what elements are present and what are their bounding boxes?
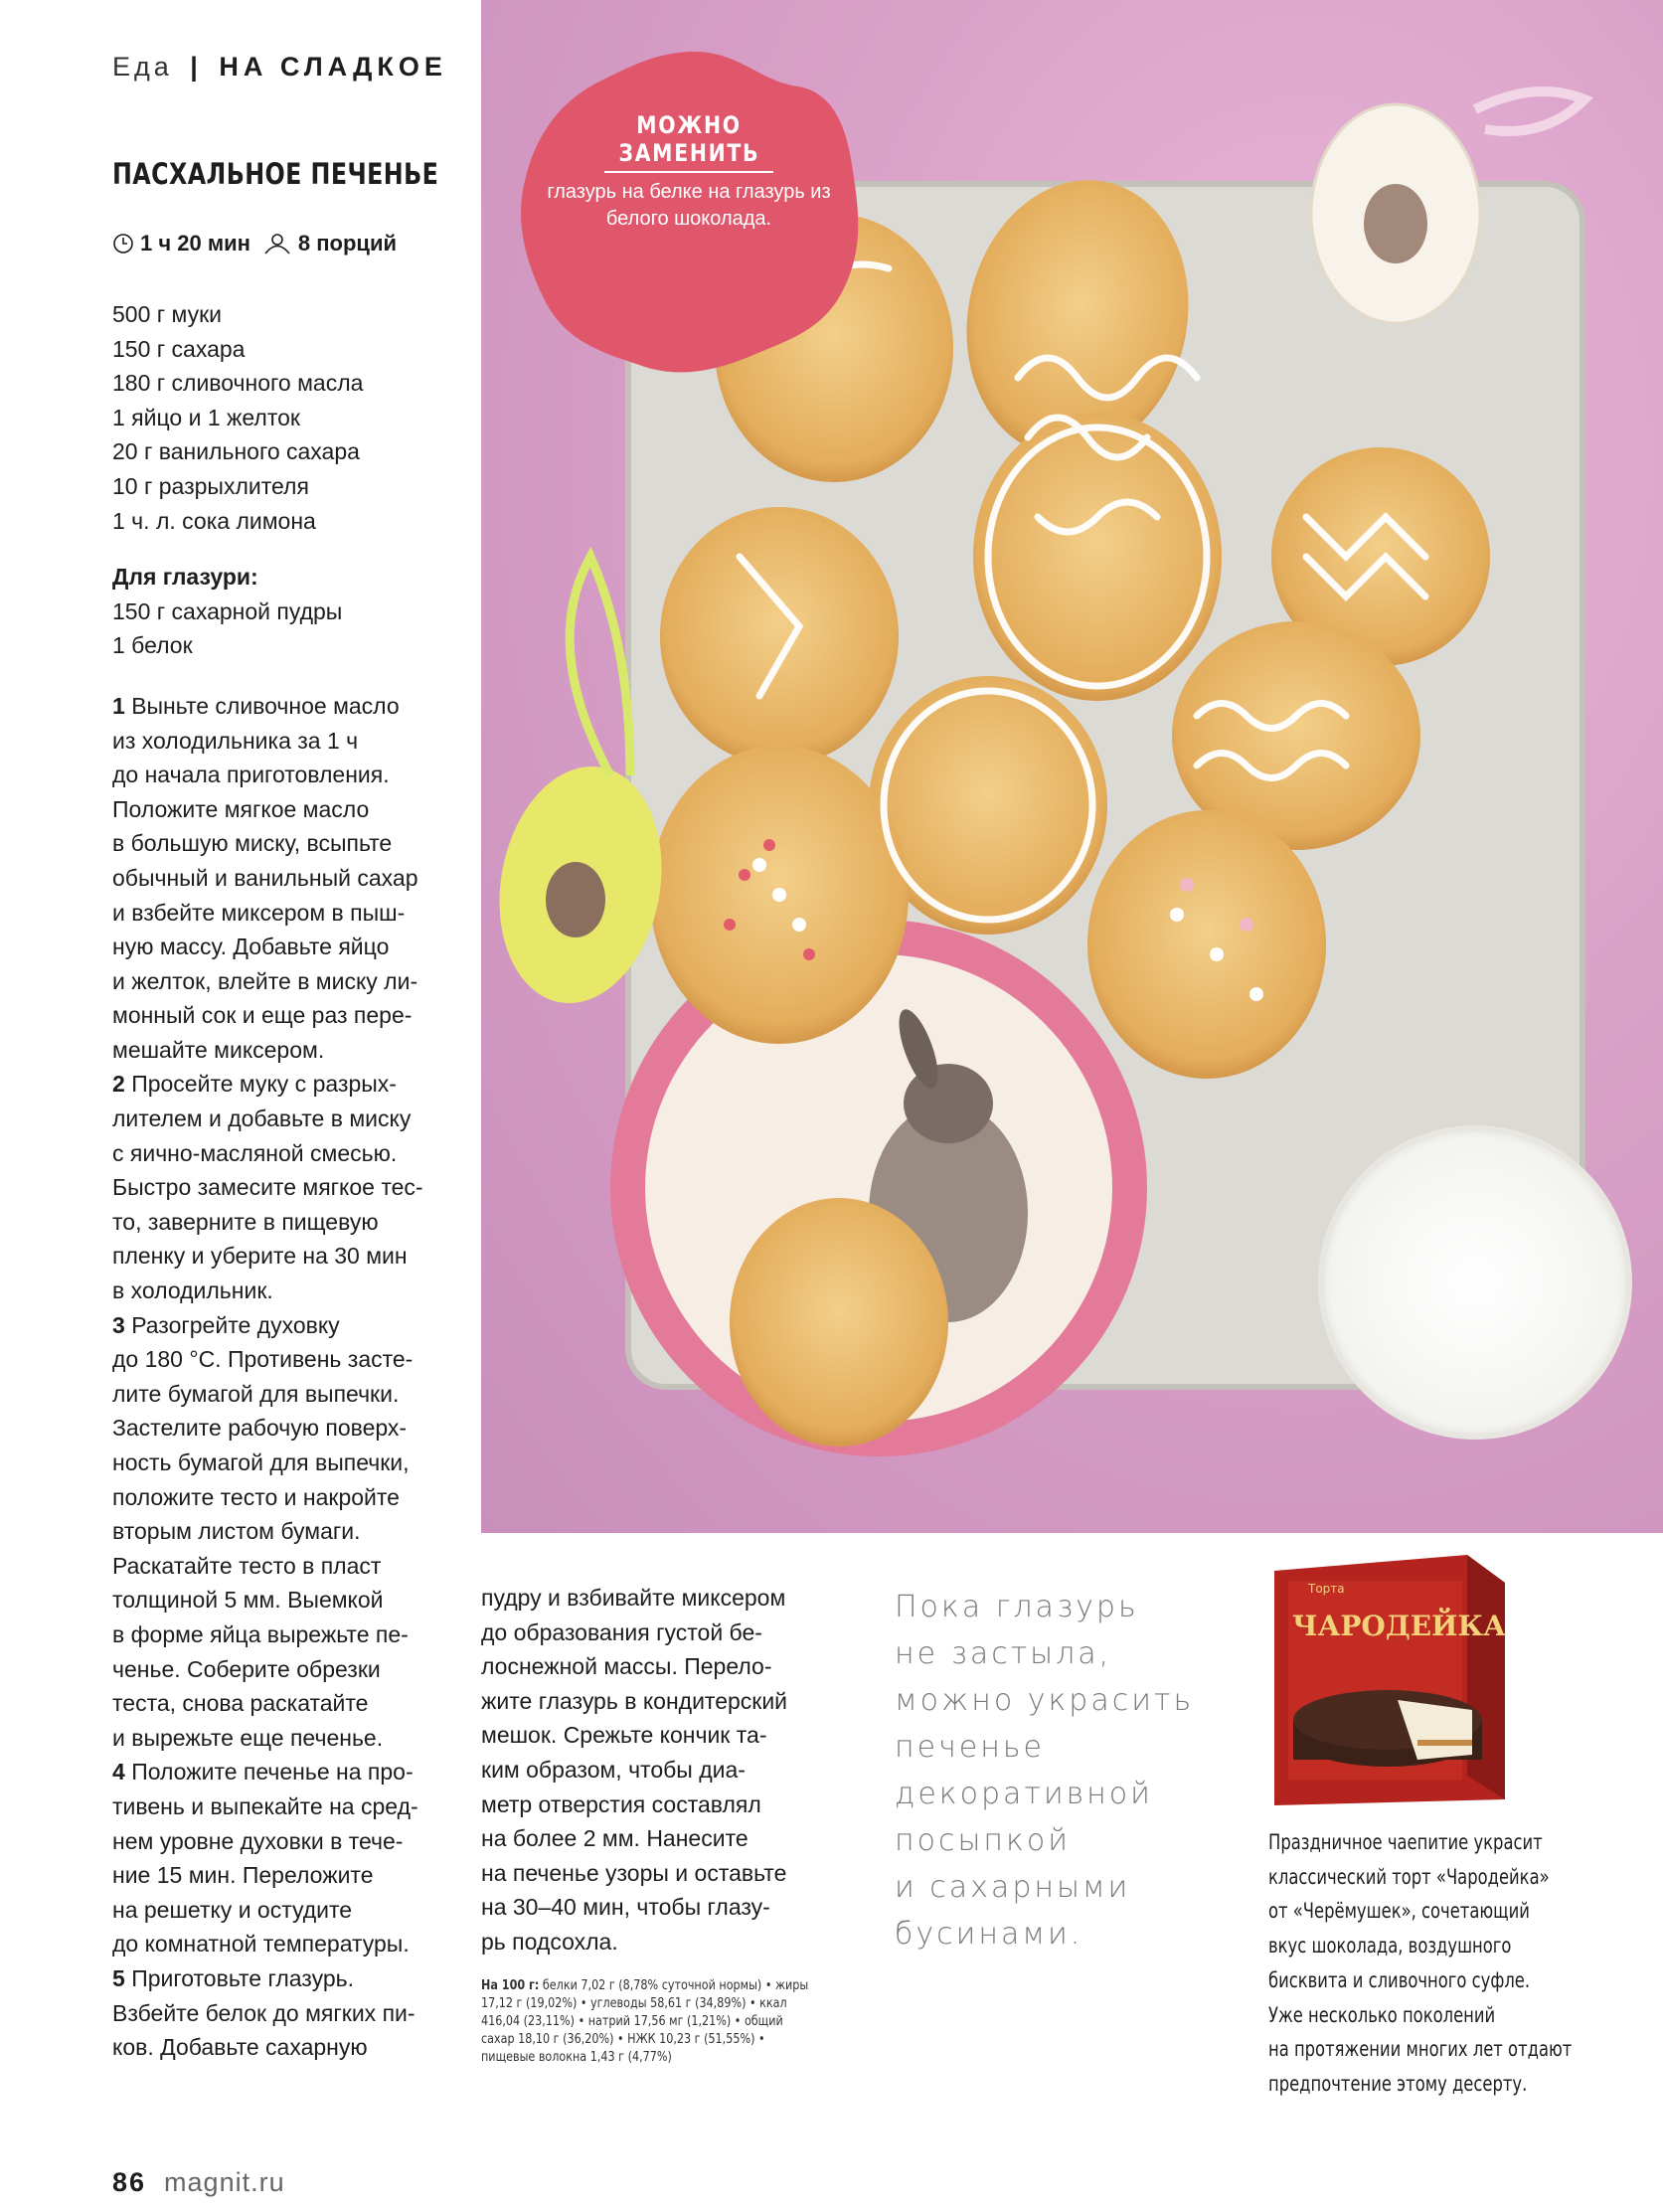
step-text: Взбейте белок до мягких пи- — [112, 1999, 416, 2026]
step-line — [112, 896, 450, 931]
recipe-time: 1 ч 20 мин — [140, 231, 250, 255]
step-line: метр отверстия составлял — [481, 1790, 761, 1817]
quote-line: декоративной — [895, 1777, 1153, 1811]
step-text: и взбейте миксером в пыш- — [112, 899, 406, 926]
step-text: Приготовьте глазурь. — [131, 1964, 354, 1991]
step-line — [112, 1755, 450, 1789]
cake-box-image — [1268, 1551, 1511, 1809]
ingredient-item: 20 г ванильного сахара — [112, 438, 360, 465]
step-line — [112, 1205, 450, 1240]
badge-title-line1: МОЖНО — [636, 111, 742, 139]
step-text: до начала приготовления. — [112, 762, 390, 788]
step-text: лителем и добавьте в миску — [112, 1106, 412, 1132]
caption-line: Праздничное чаепитие украсит — [1268, 1830, 1543, 1854]
step-text: то, заверните в пищевую — [112, 1208, 379, 1235]
step-line — [112, 1583, 450, 1617]
step-text: положите тесто и накройте — [112, 1483, 400, 1510]
glaze-ingredient: 150 г сахарной пудры — [112, 597, 343, 624]
caption-line: вкус шоколада, воздушного — [1268, 1934, 1512, 1958]
step-text: нем уровне духовки в тече- — [112, 1827, 404, 1854]
step-line — [112, 964, 450, 999]
step-number: 1 — [112, 692, 125, 719]
step-text: из холодильника за 1 ч — [112, 727, 359, 754]
glaze-heading: Для глазури: — [112, 564, 258, 591]
page-number: 86 — [112, 2167, 147, 2197]
ingredient-item: 10 г разрыхлителя — [112, 472, 309, 499]
step-text: толщиной 5 мм. Выемкой — [112, 1587, 384, 1614]
step-number: 2 — [112, 1071, 125, 1098]
step-line — [112, 1411, 450, 1446]
step-line — [112, 1514, 450, 1549]
step-text: Раскатайте тесто в пласт — [112, 1552, 382, 1579]
step-line: пудру и взбивайте миксером — [481, 1585, 786, 1611]
ingredients-list — [112, 297, 450, 538]
pull-quote — [895, 1584, 1193, 1957]
recipe-meta — [112, 231, 397, 256]
step-line — [112, 1824, 450, 1859]
step-text: в большую миску, всыпьте — [112, 830, 393, 857]
step-line: рь подсохла. — [481, 1928, 618, 1955]
step-line — [112, 1377, 450, 1412]
nutrition-label: На 100 г: — [481, 1978, 540, 1993]
step-line — [112, 1033, 450, 1068]
step-text: ность бумагой для выпечки, — [112, 1449, 410, 1475]
step-line — [112, 1102, 450, 1136]
quote-line: печенье — [895, 1730, 1046, 1765]
step-line — [112, 724, 450, 759]
header-section: НА СЛАДКОЕ — [219, 52, 447, 82]
product-caption — [1268, 1825, 1573, 2102]
step-line: на более 2 мм. Нанесите — [481, 1825, 748, 1852]
step-line — [112, 1927, 450, 1961]
step-line — [112, 861, 450, 896]
step-line — [112, 1686, 450, 1721]
step-line — [112, 1067, 450, 1102]
step-line — [112, 930, 450, 964]
caption-line: бисквита и сливочного суфле. — [1268, 1967, 1531, 1992]
step-text: Выньте сливочное масло — [131, 692, 400, 719]
step-text: Застелите рабочую поверх- — [112, 1415, 408, 1442]
quote-line: бусинами. — [895, 1917, 1083, 1952]
quote-line: можно украсить — [895, 1683, 1195, 1718]
quote-line: посыпкой — [895, 1823, 1071, 1858]
glaze-ingredient: 1 белок — [112, 632, 193, 659]
site-link[interactable]: magnit.ru — [164, 2167, 285, 2197]
step-text: с яично-масляной смесью. — [112, 1139, 398, 1166]
step-text: ков. Добавьте сахарную — [112, 2034, 368, 2061]
caption-line: Уже несколько поколений — [1268, 2002, 1496, 2027]
step-line — [112, 1549, 450, 1584]
step-text: обычный и ванильный сахар — [112, 864, 418, 891]
recipe-servings: 8 порций — [297, 231, 397, 255]
step-line — [112, 1617, 450, 1652]
step-line — [112, 689, 450, 724]
step-line — [112, 1721, 450, 1756]
nutrition-text: белки 7,02 г (8,78% суточной нормы) • жиры 17,12 г (19,02%) • углеводы 58,61 г (34,89%) • ккал 416,04 (23,11%) • натрий 17,56 мг (1,21%) • общий сахар 18,10 г (36,20%) • НЖК 10,23 г (51,55%) • пищевые волокна 1,43 г (4,77%) — [481, 1978, 809, 2065]
recipe-title: ПАСХАЛЬНОЕ ПЕЧЕНЬЕ — [112, 157, 439, 191]
step-text: Разогрейте духовку — [131, 1311, 340, 1338]
step-line — [112, 1996, 450, 2031]
step-text: тивень и выпекайте на сред- — [112, 1792, 418, 1819]
step-line: лоснежной массы. Перело- — [481, 1653, 772, 1680]
badge-title-line2: ЗАМЕНИТЬ — [618, 139, 759, 167]
badge-body: глазурь на белке на глазурь из белого шоколада. — [547, 181, 831, 230]
step-line — [112, 826, 450, 861]
step-text: до 180 °C. Противень засте- — [112, 1346, 414, 1373]
quote-line: и сахарными — [895, 1870, 1131, 1905]
step-text: пленку и уберите на 30 мин — [112, 1243, 408, 1270]
header-category: Еда — [112, 52, 173, 82]
steps-continuation — [481, 1581, 819, 1959]
step-text: и вырежьте еще печенье. — [112, 1724, 384, 1751]
step-text: монный сок и еще раз пере- — [112, 1002, 413, 1029]
ingredient-item: 500 г муки — [112, 301, 223, 327]
box-name: ЧАРОДЕЙКА — [1292, 1610, 1506, 1642]
step-number: 4 — [112, 1759, 125, 1786]
step-line — [112, 758, 450, 792]
step-line — [112, 1893, 450, 1928]
step-text: Положите мягкое масло — [112, 795, 370, 822]
step-number: 3 — [112, 1311, 125, 1338]
step-number: 5 — [112, 1964, 125, 1991]
step-text: лите бумагой для выпечки. — [112, 1380, 400, 1407]
step-text: Просейте муку с разрых- — [131, 1071, 397, 1098]
caption-line: от «Черёмушек», сочетающий — [1268, 1899, 1530, 1924]
step-line: мешок. Срежьте кончик та- — [481, 1722, 767, 1749]
step-text: ченье. Соберите обрезки — [112, 1655, 381, 1682]
caption-line: классический торт «Чародейка» — [1268, 1864, 1550, 1889]
step-line — [112, 1136, 450, 1171]
step-line — [112, 1480, 450, 1515]
step-text: в форме яйца вырежьте пе- — [112, 1620, 409, 1647]
nutrition-facts — [481, 1977, 809, 2067]
ingredient-item: 180 г сливочного масла — [112, 370, 364, 397]
step-line — [112, 1274, 450, 1308]
step-line — [112, 1446, 450, 1480]
step-text: мешайте миксером. — [112, 1036, 325, 1063]
step-text: вторым листом бумаги. — [112, 1518, 361, 1545]
step-line — [112, 1961, 450, 1996]
step-text: на решетку и остудите — [112, 1896, 353, 1923]
step-text: ние 15 мин. Переложите — [112, 1862, 374, 1889]
ingredient-item: 1 яйцо и 1 желток — [112, 404, 300, 430]
substitution-badge — [537, 111, 841, 233]
header-separator: | — [190, 52, 202, 82]
step-line: жите глазурь в кондитерский — [481, 1687, 788, 1714]
recipe-column-1 — [112, 297, 450, 2065]
step-text: до комнатной температуры. — [112, 1931, 410, 1957]
quote-line: не застыла, — [895, 1636, 1112, 1671]
recipe-column-2 — [481, 1581, 819, 1959]
step-line — [112, 1789, 450, 1824]
box-brand: Торта — [1308, 1582, 1345, 1596]
step-text: Положите печенье на про- — [131, 1759, 414, 1786]
person-icon — [262, 233, 292, 255]
step-text: Быстро замесите мягкое тес- — [112, 1174, 423, 1201]
step-text: теста, снова раскатайте — [112, 1690, 369, 1717]
step-line — [112, 1308, 450, 1343]
step-text: в холодильник. — [112, 1277, 273, 1304]
step-line — [112, 1652, 450, 1687]
step-line — [112, 998, 450, 1033]
quote-line: Пока глазурь — [895, 1590, 1139, 1624]
step-line: на печенье узоры и оставьте — [481, 1859, 787, 1886]
steps-list — [112, 689, 450, 2065]
step-text: и желток, влейте в миску ли- — [112, 967, 418, 994]
ingredient-item: 1 ч. л. сока лимона — [112, 507, 316, 534]
caption-line: на протяжении многих лет отдают — [1268, 2037, 1573, 2062]
clock-icon — [112, 233, 134, 255]
step-line — [112, 792, 450, 827]
step-line: до образования густой бе- — [481, 1618, 762, 1645]
section-header — [112, 52, 447, 83]
step-line — [112, 1170, 450, 1205]
step-line — [112, 1858, 450, 1893]
step-line: на 30–40 мин, чтобы глазу- — [481, 1894, 770, 1921]
step-line — [112, 1239, 450, 1274]
ingredient-item: 150 г сахара — [112, 335, 246, 362]
badge-divider — [604, 171, 773, 173]
step-line — [112, 1342, 450, 1377]
page-footer — [112, 2167, 285, 2198]
caption-line: предпочтение этому десерту. — [1268, 2071, 1528, 2096]
step-line: ким образом, чтобы диа- — [481, 1756, 746, 1783]
step-line — [112, 2030, 450, 2065]
step-text: ную массу. Добавьте яйцо — [112, 934, 390, 960]
